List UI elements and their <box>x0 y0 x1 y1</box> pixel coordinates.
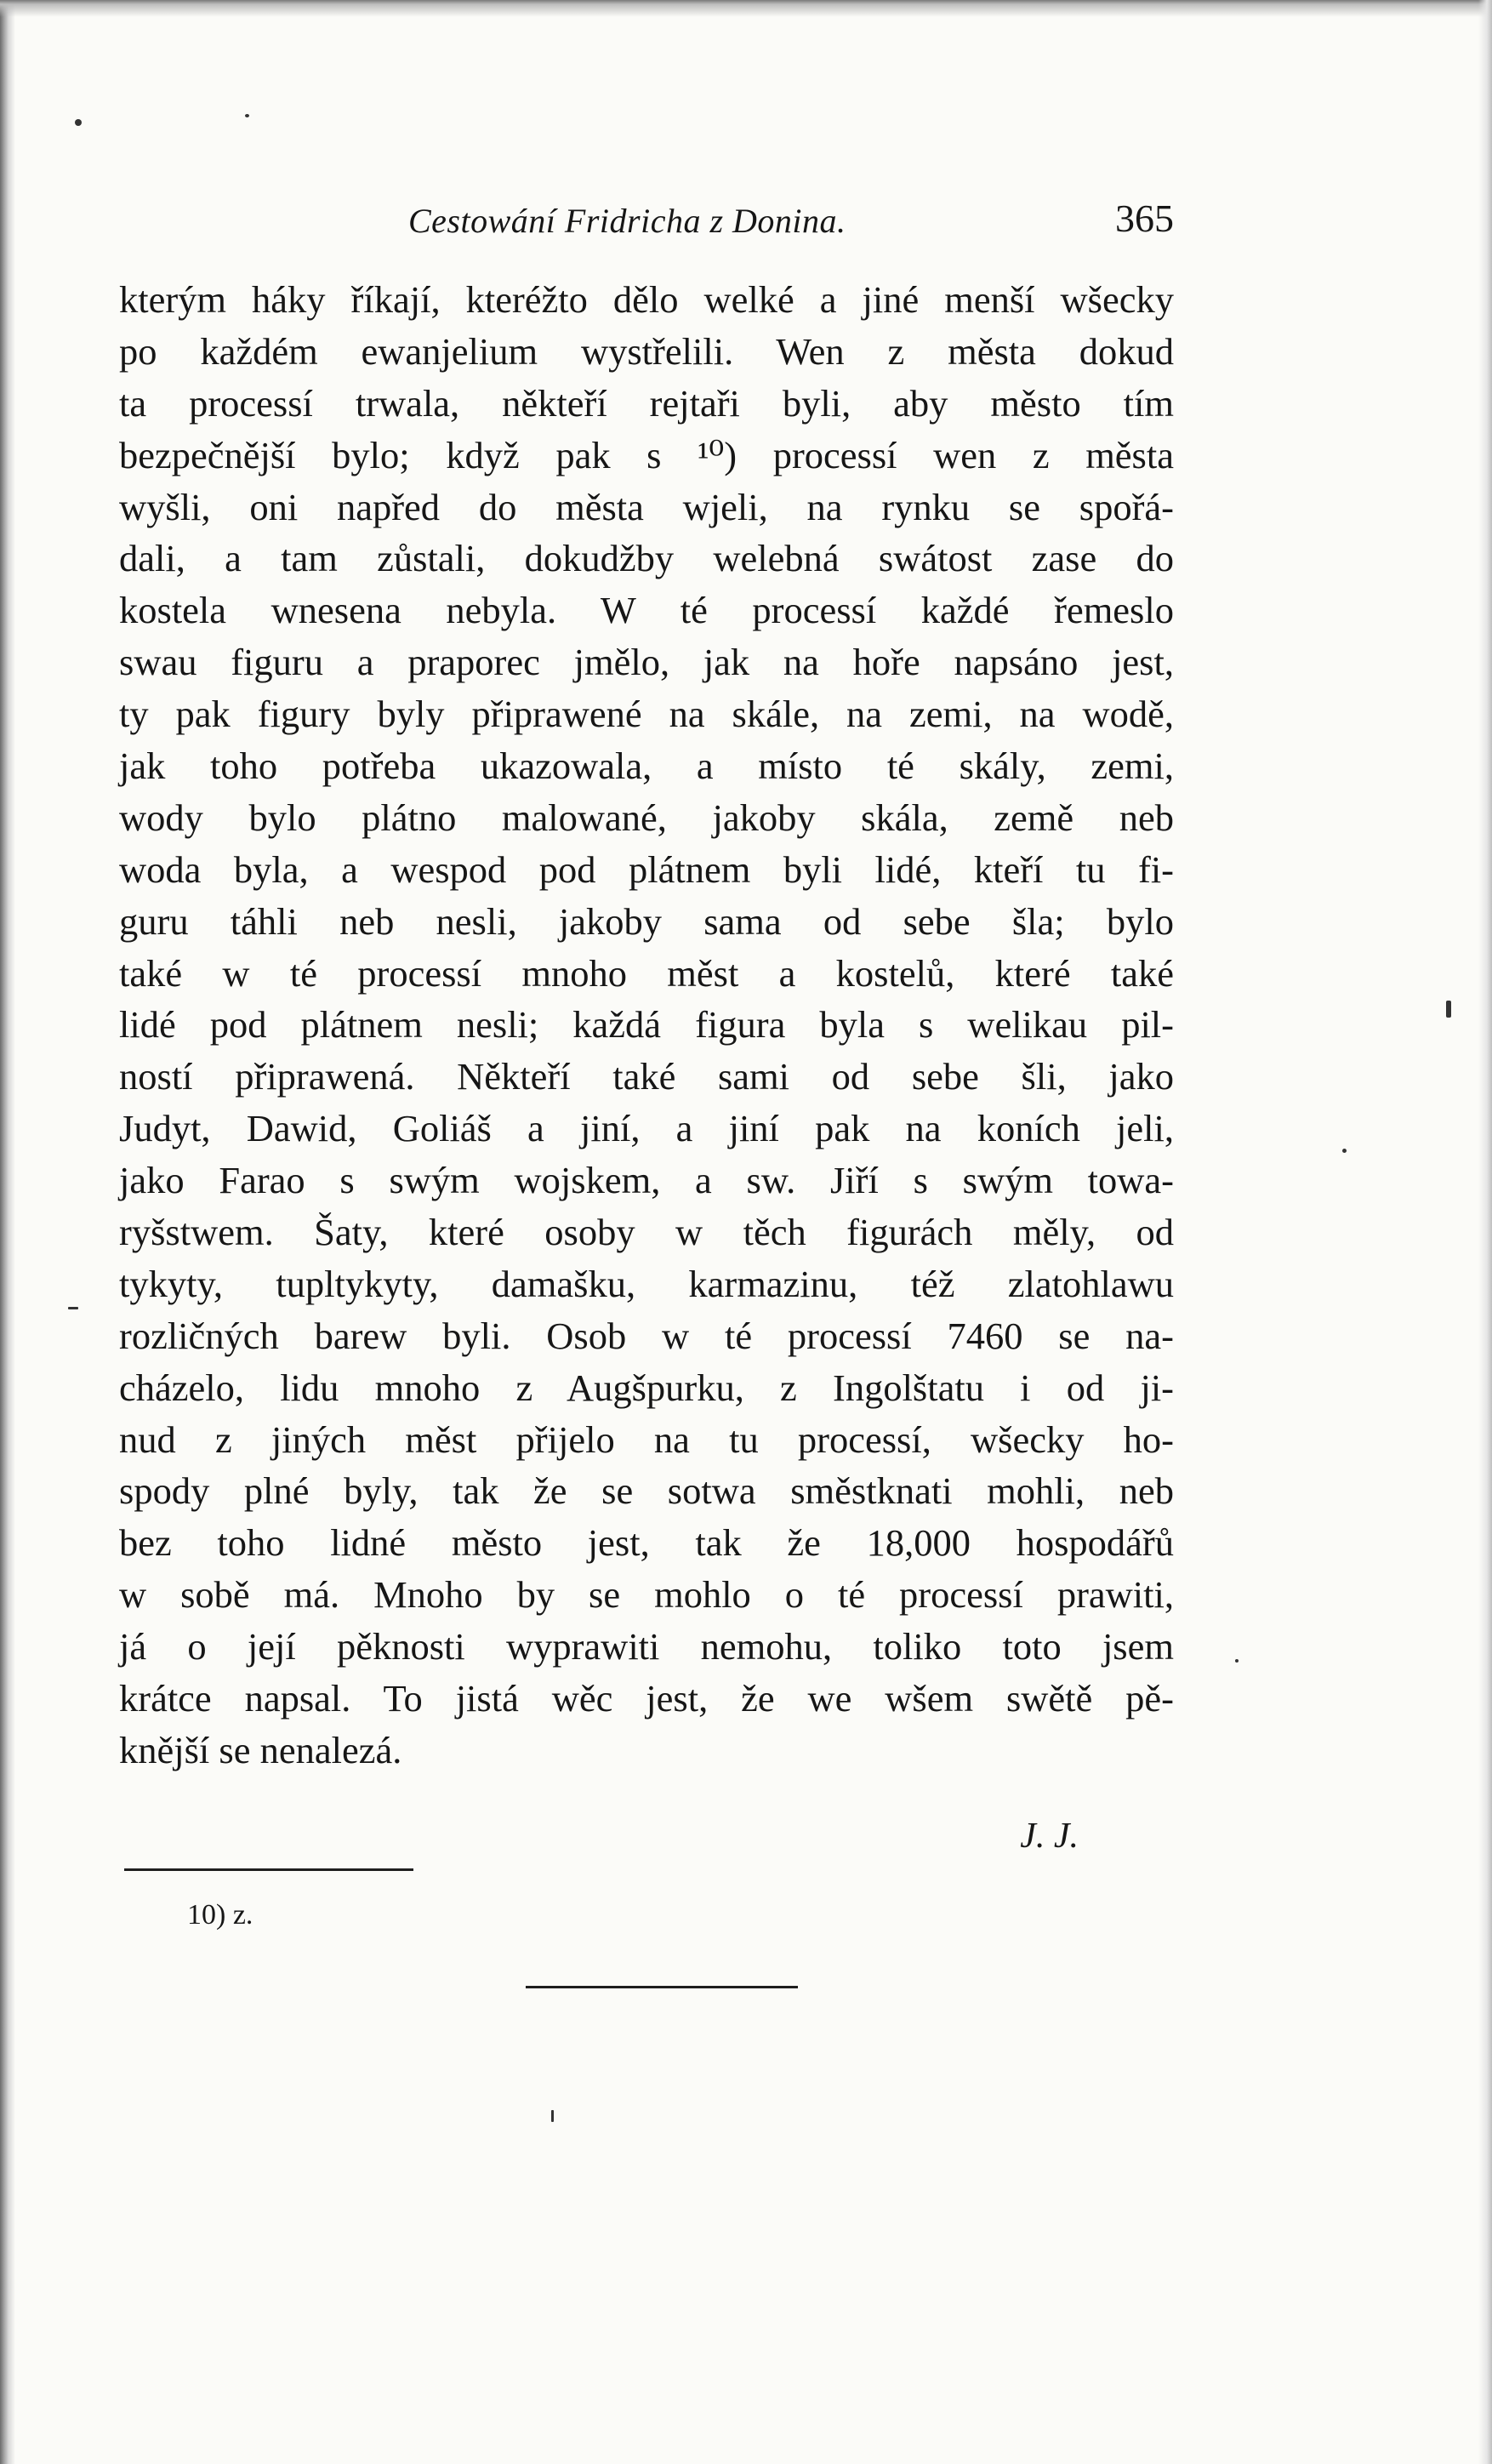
text-line: po každém ewanjelium wystřelili. Wen z města dokud <box>119 329 1174 373</box>
text-line: bez toho lidné město jest, tak že 18,000 hospodářů <box>119 1521 1174 1565</box>
body-text <box>119 274 1174 1777</box>
scan-border-top <box>0 0 1492 17</box>
running-title: Cestowání Fridricha z Donina. <box>408 202 846 240</box>
scan-speck <box>551 2110 554 2122</box>
text-line: bezpečnější bylo; když pak s ¹⁰) processí wen z města <box>119 433 1174 476</box>
text-line: cházelo, lidu mnoho z Augšpurku, z Ingolštatu i od ji- <box>119 1366 1174 1409</box>
text-line: ta processí trwala, někteří rejtaři byli, aby město tím <box>119 381 1174 425</box>
text-line: já o její pěknosti wyprawiti nemohu, toliko toto jsem <box>119 1625 1174 1668</box>
scan-speck <box>1235 1659 1239 1663</box>
text-line: lidé pod plátnem nesli; každá figura byla s welikau pil- <box>119 1003 1174 1047</box>
end-rule <box>526 1986 798 1988</box>
text-line: woda byla, a wespod pod plátnem byli lidé, kteří tu fi- <box>119 847 1174 891</box>
scan-speck <box>75 119 82 126</box>
scan-border-left <box>0 0 15 2464</box>
text-line: wody bylo plátno malowané, jakoby skála, země neb <box>119 796 1174 839</box>
text-line: jako Farao s swým wojskem, a sw. Jiří s swým towa- <box>119 1159 1174 1202</box>
footnote-rule <box>124 1868 413 1871</box>
scan-speck <box>1342 1149 1347 1153</box>
page-number: 365 <box>1115 197 1174 240</box>
text-line: dali, a tam zůstali, dokudžby welebná swátost zase do <box>119 537 1174 580</box>
text-line: kostela wnesena nebyla. W té processí každé řemeslo <box>119 589 1174 632</box>
text-line: ty pak figury byly připrawené na skále, na zemi, na wodě, <box>119 693 1174 736</box>
text-line: ryšstwem. Šaty, které osoby w těch figurách měly, od <box>119 1211 1174 1254</box>
text-line: knější se nenalezá. <box>119 1728 402 1771</box>
text-line: nud z jiných měst přijelo na tu processí, wšecky ho- <box>119 1417 1174 1461</box>
text-line: také w té processí mnoho měst a kostelů, které také <box>119 951 1174 995</box>
footnote: 10) z. <box>187 1899 253 1931</box>
scan-speck <box>1446 1001 1451 1018</box>
text-line: Judyt, Dawid, Goliáš a jiní, a jiní pak na koních jeli, <box>119 1107 1174 1150</box>
text-line: kterým háky říkají, kteréžto dělo welké a jiné menší wšecky <box>119 278 1174 321</box>
text-line: tykyty, tupltykyty, damašku, karmazinu, též zlatohlawu <box>119 1262 1174 1305</box>
text-line: rozličných barew byli. Osob w té processí 7460 se na- <box>119 1314 1174 1357</box>
running-header <box>119 192 1174 252</box>
signature: J. J. <box>1020 1817 1079 1856</box>
scan-speck <box>68 1307 78 1309</box>
text-line: swau figuru a praporec jmělo, jak na hoře napsáno jest, <box>119 641 1174 684</box>
text-line: ností připrawená. Někteří také sami od sebe šli, jako <box>119 1055 1174 1098</box>
text-line: wyšli, oni napřed do města wjeli, na rynku se spořá- <box>119 485 1174 528</box>
text-line: w sobě má. Mnoho by se mohlo o té processí prawiti, <box>119 1573 1174 1617</box>
text-line: guru táhli neb nesli, jakoby sama od sebe šla; bylo <box>119 899 1174 943</box>
scan-border-right <box>1478 0 1492 2464</box>
text-line: krátce napsal. To jistá wěc jest, že we wšem swětě pě- <box>119 1677 1174 1720</box>
text-line: spody plné byly, tak že se sotwa směstknati mohli, neb <box>119 1469 1174 1513</box>
text-line: jak toho potřeba ukazowala, a místo té skály, zemi, <box>119 744 1174 788</box>
scan-speck <box>245 114 249 117</box>
